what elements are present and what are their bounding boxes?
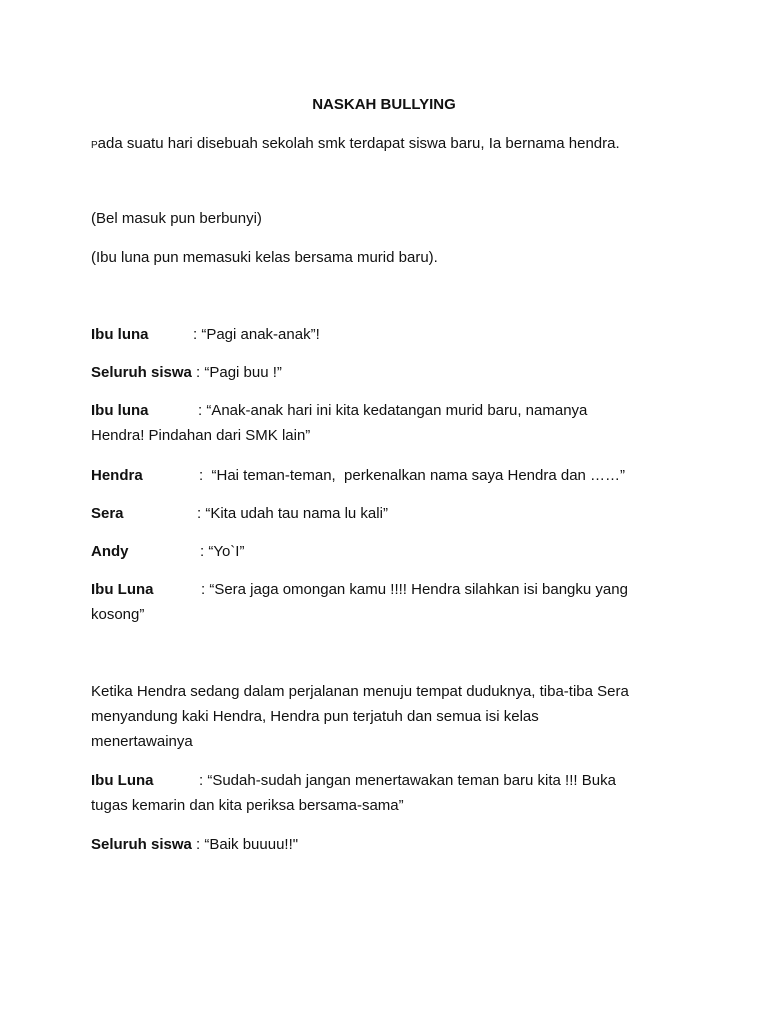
dialog-line bbox=[91, 398, 691, 448]
intro-first-letter: P bbox=[91, 140, 98, 151]
dialog-text-continued: kosong” bbox=[91, 606, 145, 623]
narration-paragraph bbox=[91, 679, 691, 754]
intro-text: ada suatu hari disebuah sekolah smk terdapat siswa baru, Ia bernama hendra. bbox=[97, 135, 620, 152]
speaker-name: Ibu Luna bbox=[91, 772, 154, 789]
dialog-text: : “Pagi buu !” bbox=[191, 364, 282, 381]
document-title: NASKAH BULLYING bbox=[312, 96, 456, 113]
dialog-text: : “Hai teman-teman, perkenalkan nama saya Hendra dan ……” bbox=[199, 467, 626, 484]
dialog-text-continued: Hendra! Pindahan dari SMK lain” bbox=[91, 427, 311, 444]
narration-line: menyandung kaki Hendra, Hendra pun terjatuh dan semua isi kelas bbox=[91, 708, 539, 725]
speaker-name: Ibu Luna bbox=[91, 581, 154, 598]
speaker-name: Ibu luna bbox=[91, 326, 149, 343]
dialog-line bbox=[91, 463, 691, 488]
narration-line: Ketika Hendra sedang dalam perjalanan menuju tempat duduknya, tiba-tiba Sera bbox=[91, 683, 629, 700]
speaker-name: Andy bbox=[91, 543, 129, 560]
stage-direction-1: (Bel masuk pun berbunyi) bbox=[91, 210, 262, 227]
intro-paragraph bbox=[91, 131, 691, 158]
dialog-line bbox=[91, 501, 691, 526]
narration-line: menertawainya bbox=[91, 733, 193, 750]
speaker-name: Ibu luna bbox=[91, 402, 149, 419]
dialog-text: : “Pagi anak-anak”! bbox=[193, 326, 320, 343]
speaker-name: Seluruh siswa bbox=[91, 836, 192, 853]
dialog-line bbox=[91, 768, 691, 818]
dialog-text-continued: tugas kemarin dan kita periksa bersama-sama” bbox=[91, 797, 404, 814]
dialog-line bbox=[91, 577, 691, 627]
speaker-name: Hendra bbox=[91, 467, 143, 484]
dialog-text: : “Sudah-sudah jangan menertawakan teman baru kita !!! Buka bbox=[199, 772, 616, 789]
dialog-text: : “Baik buuuu!!" bbox=[191, 836, 299, 853]
dialog-line bbox=[91, 832, 691, 857]
dialog-text: : “Yo`I” bbox=[200, 543, 245, 560]
dialog-text: : “Sera jaga omongan kamu !!!! Hendra silahkan isi bangku yang bbox=[201, 581, 628, 598]
speaker-name: Sera bbox=[91, 505, 124, 522]
dialog-line bbox=[91, 539, 691, 564]
dialog-line bbox=[91, 322, 691, 347]
dialog-text: : “Kita udah tau nama lu kali” bbox=[197, 505, 388, 522]
dialog-line bbox=[91, 360, 691, 385]
speaker-name: Seluruh siswa bbox=[91, 364, 192, 381]
stage-direction-2: (Ibu luna pun memasuki kelas bersama murid baru). bbox=[91, 249, 438, 266]
dialog-text: : “Anak-anak hari ini kita kedatangan murid baru, namanya bbox=[198, 402, 588, 419]
